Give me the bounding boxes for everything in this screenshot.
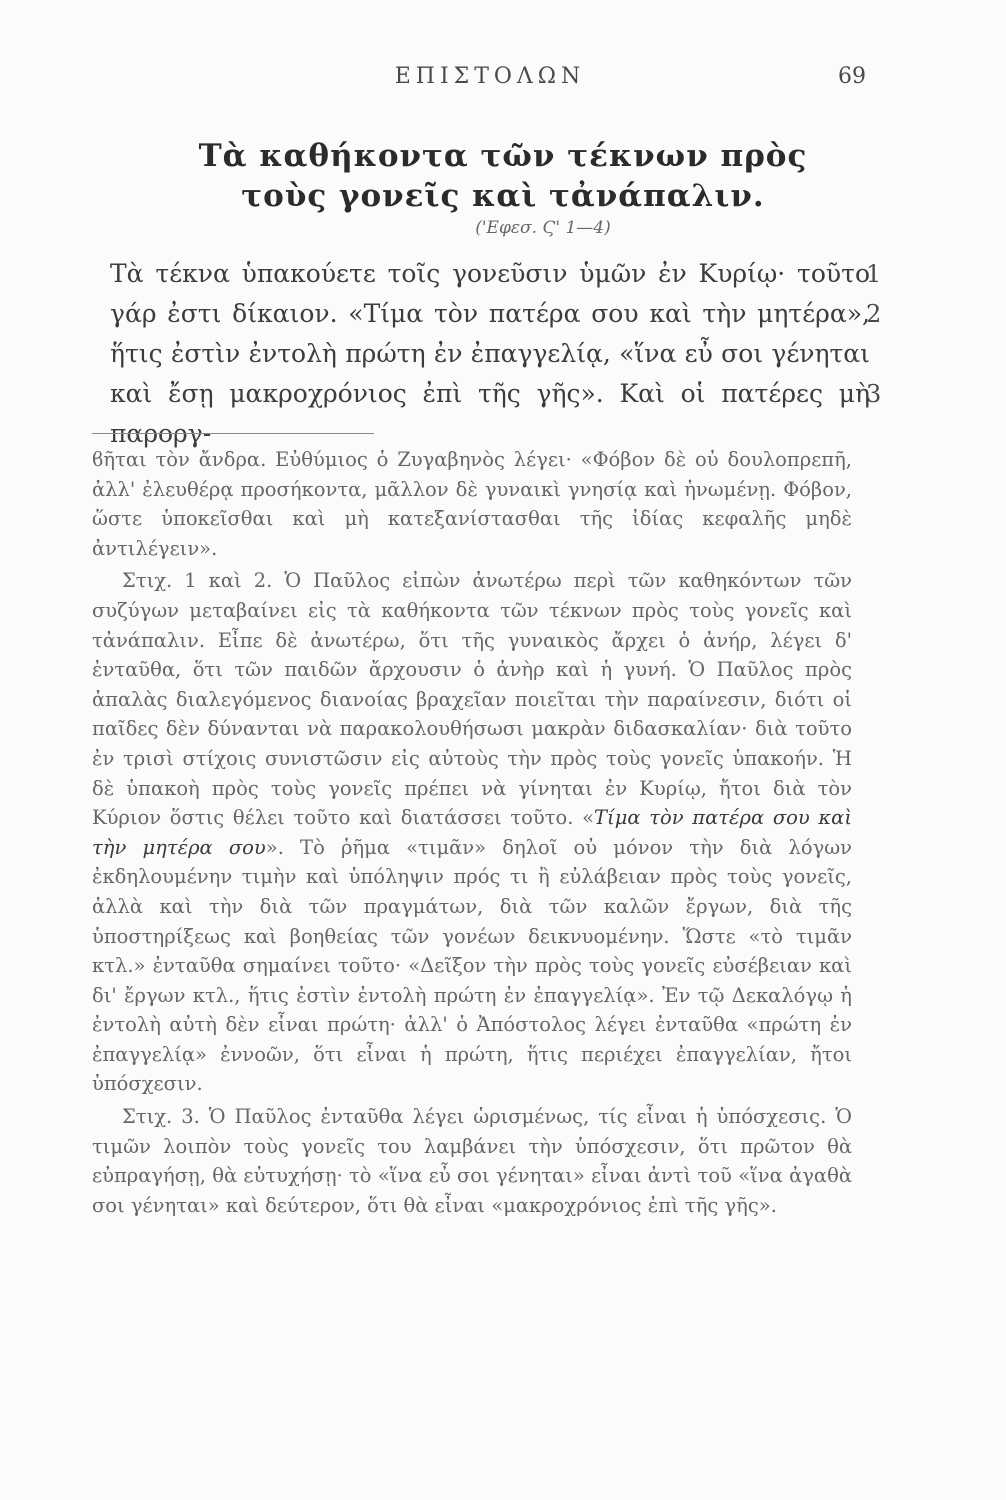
commentary <box>92 445 852 1220</box>
verse-number-3: 3 <box>866 380 882 408</box>
running-title: ΕΠΙΣΤΟΛΩΝ <box>394 64 586 89</box>
quoted-commandment: Τίμα τὸν πατέρα σου καὶ τὴν μητέρα σου <box>92 806 853 859</box>
footnote-divider <box>92 433 374 434</box>
running-header <box>0 64 1006 104</box>
commentary-paragraph-2 <box>92 566 852 1099</box>
scripture-reference: ('Εφεσ. Ϛ' 1—4) <box>475 218 611 238</box>
scripture-text: Τὰ τέκνα ὑπακούετε τοῖς γονεῦσιν ὑμῶν ἐν Κυρίῳ· τοῦτο γάρ ἐστι δίκαιον. «Τίμα τὸν πατέρα σου καὶ τὴν μητέρα», ἥτις ἐστὶν ἐντολὴ πρώτη ἐν ἐπαγγελίᾳ, «ἵνα εὖ σοι γένηται καὶ ἔσῃ μακροχρόνιος ἐπὶ τῆς γῆς». Καὶ οἱ πατέρες μὴ παροργ- <box>110 259 870 448</box>
page-number: 69 <box>838 64 866 89</box>
verse-number-1: 1 <box>866 260 882 288</box>
verse-number-2: 2 <box>866 300 882 328</box>
commentary-paragraph-1: ϐῆται τὸν ἄνδρα. Εὐθύμιος ὁ Ζυγαβηνὸς λέγει· «Φόβον δὲ οὐ δουλοπρεπῆ, ἀλλ' ἐλευθέρᾳ προσήκοντα, μᾶλλον δὲ γυναικὶ γνησίᾳ καὶ ἡνωμένῃ. Φόβον, ὥστε ὑποκεῖσθαι καὶ μὴ κατεξανίστασθαι τῆς ἰδίας κεφαλῆς μηδὲ ἀντιλέγειν». <box>92 448 852 560</box>
commentary-text: ». Τὸ ῥῆμα «τιμᾶν» δηλοῖ οὐ μόνον τὴν διὰ λόγων ἐκδηλουμένην τιμὴν καὶ ὑπόληψιν πρός τι ἢ εὐλάβειαν πρὸς τοὺς γονεῖς, ἀλλὰ καὶ τὴν διὰ τῶν πραγμάτων, διὰ τῶν καλῶν ἔργων, διὰ τῆς ὑποστηρίξεως καὶ βοηθείας τῶν γονέων δεικνυομένην. Ὥστε «τὸ τιμᾶν κτλ.» ἐνταῦθα σημαίνει τοῦτο· «Δεῖξον τὴν πρὸς τοὺς γονεῖς εὐσέβειαν καὶ δι' ἔργων κτλ., ἥτις ἐστὶν ἐντολὴ πρώτη ἐν ἐπαγγελίᾳ». Ἐν τῷ Δεκαλόγῳ ἡ ἐντολὴ αὐτὴ δὲν εἶναι πρώτη· ἀλλ' ὁ Ἀπόστολος λέγει ἐνταῦθα «πρώτη ἐν ἐπαγγελίᾳ» ἐννοῶν, ὅτι εἶναι ἡ πρώτη, ἥτις περιέχει ἐπαγγελίαν, ἤτοι ὑπόσχεσιν. <box>92 835 852 1096</box>
section-heading <box>0 136 1006 238</box>
section-title-line-1: Τὰ καθήκοντα τῶν τέκνων πρὸς <box>198 138 808 174</box>
scripture-passage <box>110 254 870 454</box>
commentary-text: Στιχ. 1 καὶ 2. Ὁ Παῦλος εἰπὼν ἀνωτέρω περὶ τῶν καθηκόντων τῶν συζύγων μεταβαίνει εἰς τὰ καθήκοντα τῶν τέκνων πρὸς τοὺς γονεῖς καὶ τἀνάπαλιν. Εἶπε δὲ ἀνωτέρω, ὅτι τῆς γυναικὸς ἄρχει ὁ ἀνήρ, λέγει δ' ἐνταῦθα, ὅτι τῶν παιδῶν ἄρχουσιν ὁ ἀνὴρ καὶ ἡ γυνή. Ὁ Παῦλος πρὸς ἁπαλὰς διαλεγόμενος διανοίας βραχεῖαν ποιεῖται τὴν παραίνεσιν, διότι οἱ παῖδες δὲν δύνανται νὰ παρακολουθήσωσι μακρὰν διδασκαλίαν· διὰ τοῦτο ἐν τρισὶ στίχοις συνιστῶσιν εἰς αὐτοὺς τὴν πρὸς τοὺς γονεῖς ὑπακοήν. Ἡ δὲ ὑπακοὴ πρὸς τοὺς γονεῖς πρέπει νὰ γίνηται ἐν Κυρίῳ, ἤτοι διὰ τὸν Κύριον ὅστις θέλει τοῦτο καὶ διατάσσει τοῦτο. « <box>92 569 852 830</box>
section-title-line-2: τοὺς γονεῖς καὶ τἀνάπαλιν. <box>241 178 765 214</box>
commentary-paragraph-3: Στιχ. 3. Ὁ Παῦλος ἐνταῦθα λέγει ὡρισμένως, τίς εἶναι ἡ ὑπόσχεσις. Ὁ τιμῶν λοιπὸν τοὺς γονεῖς του λαμβάνει τὴν ὑπόσχεσιν, ὅτι πρῶτον θὰ εὐπραγήσῃ, θὰ εὐτυχήσῃ· τὸ «ἵνα εὖ σοι γένηται» εἶναι ἀντὶ τοῦ «ἵνα ἀγαθὰ σοι γένηται» καὶ δεύτερον, ὅτι θὰ εἶναι «μακροχρόνιος ἐπὶ τῆς γῆς». <box>92 1105 852 1217</box>
